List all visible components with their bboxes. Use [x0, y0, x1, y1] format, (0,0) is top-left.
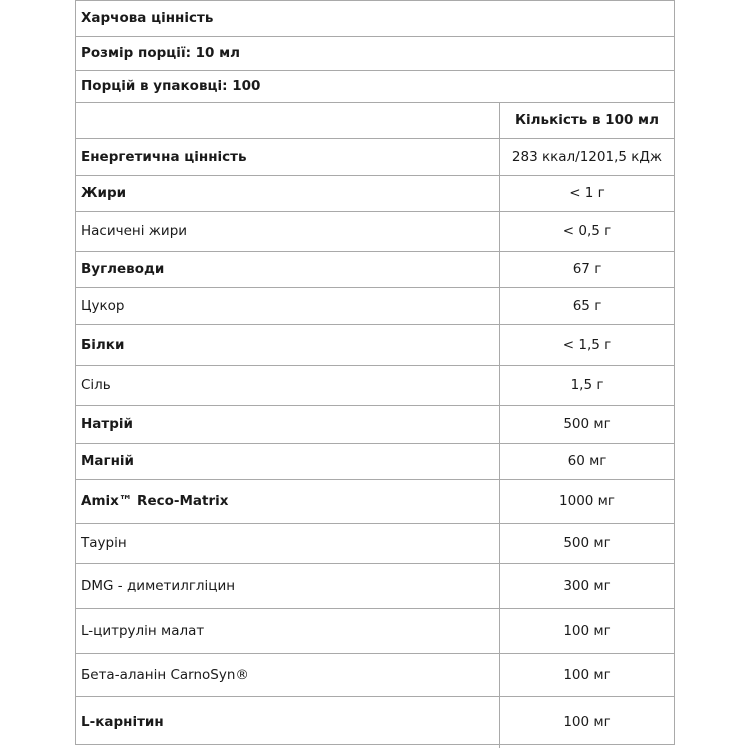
nutrient-amount: < 1,5 г [499, 325, 674, 365]
table-row [76, 288, 674, 325]
nutrient-name: L-карнітин [81, 714, 164, 731]
table-title: Харчова цінність [81, 10, 214, 27]
column-header-row [76, 103, 674, 139]
nutrient-amount: 283 ккал/1201,5 кДж [499, 139, 674, 175]
title-row [76, 1, 674, 37]
servings-per-pack [76, 71, 674, 102]
nutrient-amount: 1000 мг [499, 480, 674, 523]
nutrient-name: Енергетична цінність [81, 148, 247, 165]
nutrient-name: Таурін [81, 535, 127, 552]
nutrient-amount: 60 мг [499, 444, 674, 479]
table-row [76, 564, 674, 609]
nutrient-name: Бета-аланін CarnoSyn® [81, 666, 249, 683]
nutrient-amount: 100 мг [499, 609, 674, 653]
nutrient-amount: 500 мг [499, 406, 674, 443]
nutrient-amount: < 1 г [499, 176, 674, 211]
servings-per-pack-text: Порцій в упаковці: 100 [81, 78, 261, 95]
table-row [76, 325, 674, 366]
nutrition-table [75, 0, 675, 745]
nutrient-amount: 67 г [499, 252, 674, 287]
nutrient-name: Насичені жири [81, 223, 188, 240]
table-row [76, 480, 674, 524]
table-row [76, 524, 674, 564]
nutrient-name: Цукор [81, 297, 125, 314]
nutrient-amount: 1,5 г [499, 366, 674, 405]
nutrient-name: Натрій [81, 416, 133, 433]
nutrient-amount: 65 г [499, 288, 674, 324]
serving-size-row [76, 37, 674, 71]
nutrient-name: Жири [81, 185, 127, 202]
nutrient-amount: 100 мг [499, 697, 674, 748]
table-row [76, 444, 674, 480]
serving-size: Розмір порції: 10 мл [81, 45, 241, 62]
table-row [76, 406, 674, 444]
table-row [76, 609, 674, 654]
table-row [76, 366, 674, 406]
nutrient-name: DMG - диметилгліцин [81, 577, 236, 594]
nutrient-name: Магній [81, 453, 135, 470]
nutrient-amount: 300 мг [499, 564, 674, 608]
column-header-amount: Кількість в 100 мл [499, 103, 674, 138]
table-row [76, 252, 674, 288]
table-row [76, 176, 674, 212]
column-header-empty [76, 103, 499, 138]
table-row [76, 212, 674, 252]
nutrient-amount: 500 мг [499, 524, 674, 563]
nutrient-amount: 100 мг [499, 654, 674, 696]
nutrient-amount: < 0,5 г [499, 212, 674, 251]
table-row [76, 139, 674, 176]
table-row [76, 697, 674, 748]
nutrient-name: Білки [81, 336, 125, 353]
table-row [76, 654, 674, 697]
nutrient-name: Сіль [81, 377, 111, 394]
nutrient-name: Amix™ Reco-Matrix [81, 493, 229, 510]
nutrient-name: Вуглеводи [81, 261, 165, 278]
servings-per-pack-row [76, 71, 674, 103]
nutrient-name: L-цитрулін малат [81, 622, 205, 639]
